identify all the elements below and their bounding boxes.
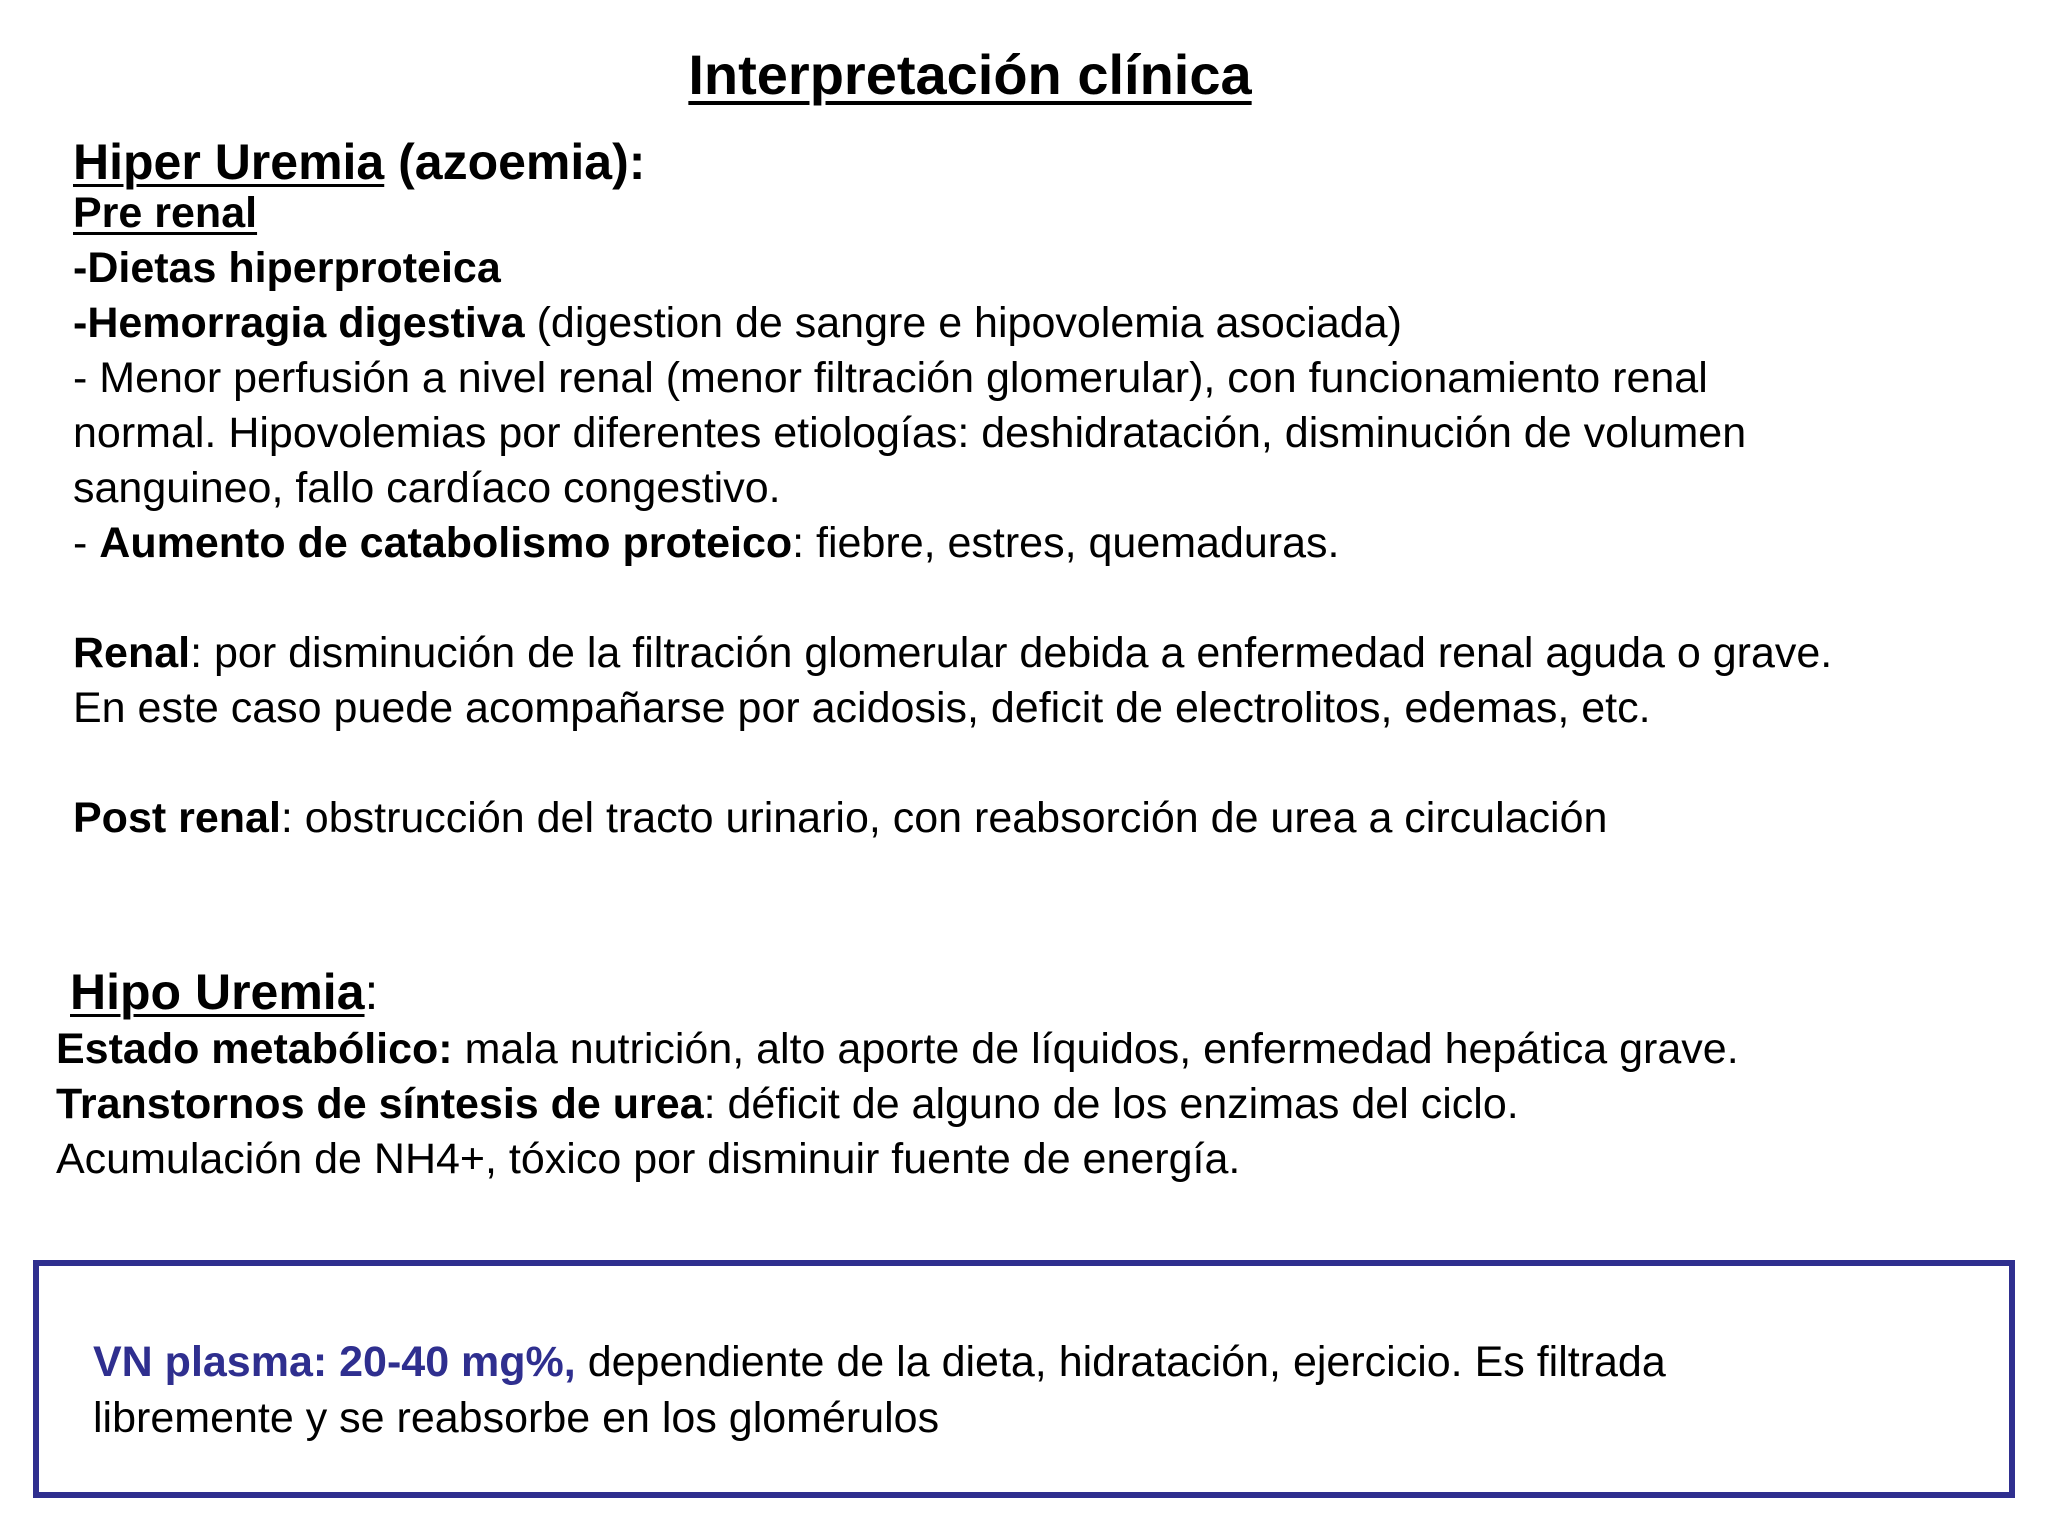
perfusion-line-1: - Menor perfusión a nivel renal (menor filtración glomerular), con funcionamiento renal [73, 354, 1708, 402]
hiper-uremia-section [73, 132, 2003, 846]
metabolico-detail: mala nutrición, alto aporte de líquidos, enfermedad hepática grave. [452, 1025, 1739, 1073]
hemorragia-detail: (digestion de sangre e hipovolemia asociada) [524, 299, 1402, 347]
sintesis-detail: : déficit de alguno de los enzimas del ciclo. [703, 1080, 1519, 1128]
hipo-uremia-heading [56, 962, 1986, 1022]
reference-value-text [93, 1334, 1973, 1446]
normal-value-highlight: VN plasma: 20-40 mg%, [93, 1338, 576, 1386]
metabolico-label: Estado metabólico: [56, 1025, 453, 1073]
spacer [73, 736, 2003, 791]
renal-label: Renal [73, 629, 191, 677]
catabolismo-detail: : fiebre, estres, quemaduras. [792, 519, 1340, 567]
hiper-uremia-heading [73, 132, 2003, 192]
sintesis-item [56, 1077, 1986, 1132]
renal-detail: : por disminución de la filtración glomerular debida a enfermedad renal aguda o grave. [190, 629, 1833, 677]
hiper-uremia-heading-term: Hiper Uremia [73, 134, 385, 190]
perfusion-line-3: sanguineo, fallo cardíaco congestivo. [73, 464, 781, 512]
renal-line-2: En este caso puede acompañarse por acidosis, deficit de electrolitos, edemas, etc. [73, 684, 1651, 732]
hipo-uremia-section [56, 962, 1986, 1187]
hipo-uremia-heading-suffix: : [364, 964, 379, 1020]
postrenal-detail: : obstrucción del tracto urinario, con reabsorción de urea a circulación [280, 794, 1608, 842]
catabolismo-item [73, 516, 2003, 571]
prerenal-heading-text: Pre renal [73, 189, 258, 237]
hemorragia-label: -Hemorragia digestiva [73, 299, 525, 347]
hemorragia-item [73, 296, 2003, 351]
reference-value-box [33, 1260, 2015, 1498]
perfusion-line-2: normal. Hipovolemias por diferentes etiologías: deshidratación, disminución de volumen [73, 409, 1747, 457]
reference-line-2: libremente y se reabsorbe en los glomérulos [93, 1394, 940, 1442]
hipo-uremia-heading-term: Hipo Uremia [70, 964, 365, 1020]
renal-line-1 [73, 626, 2003, 681]
catabolismo-label: Aumento de catabolismo proteico [99, 519, 793, 567]
prerenal-heading [73, 186, 2003, 241]
dietas-item: -Dietas hiperproteica [73, 244, 501, 292]
reference-line-1 [93, 1334, 1973, 1390]
page-title: Interpretación clínica [688, 43, 1252, 106]
spacer [73, 571, 2003, 626]
reference-line-1-detail: dependiente de la dieta, hidratación, ejercicio. Es filtrada [575, 1338, 1666, 1386]
sintesis-label: Transtornos de síntesis de urea [56, 1080, 704, 1128]
postrenal-label: Post renal [73, 794, 281, 842]
catabolismo-dash: - [73, 519, 100, 567]
postrenal-item [73, 791, 2003, 846]
hiper-uremia-heading-suffix: (azoemia): [384, 134, 646, 190]
metabolico-item [56, 1022, 1986, 1077]
acumulacion-item: Acumulación de NH4+, tóxico por disminuir fuente de energía. [56, 1135, 1241, 1183]
